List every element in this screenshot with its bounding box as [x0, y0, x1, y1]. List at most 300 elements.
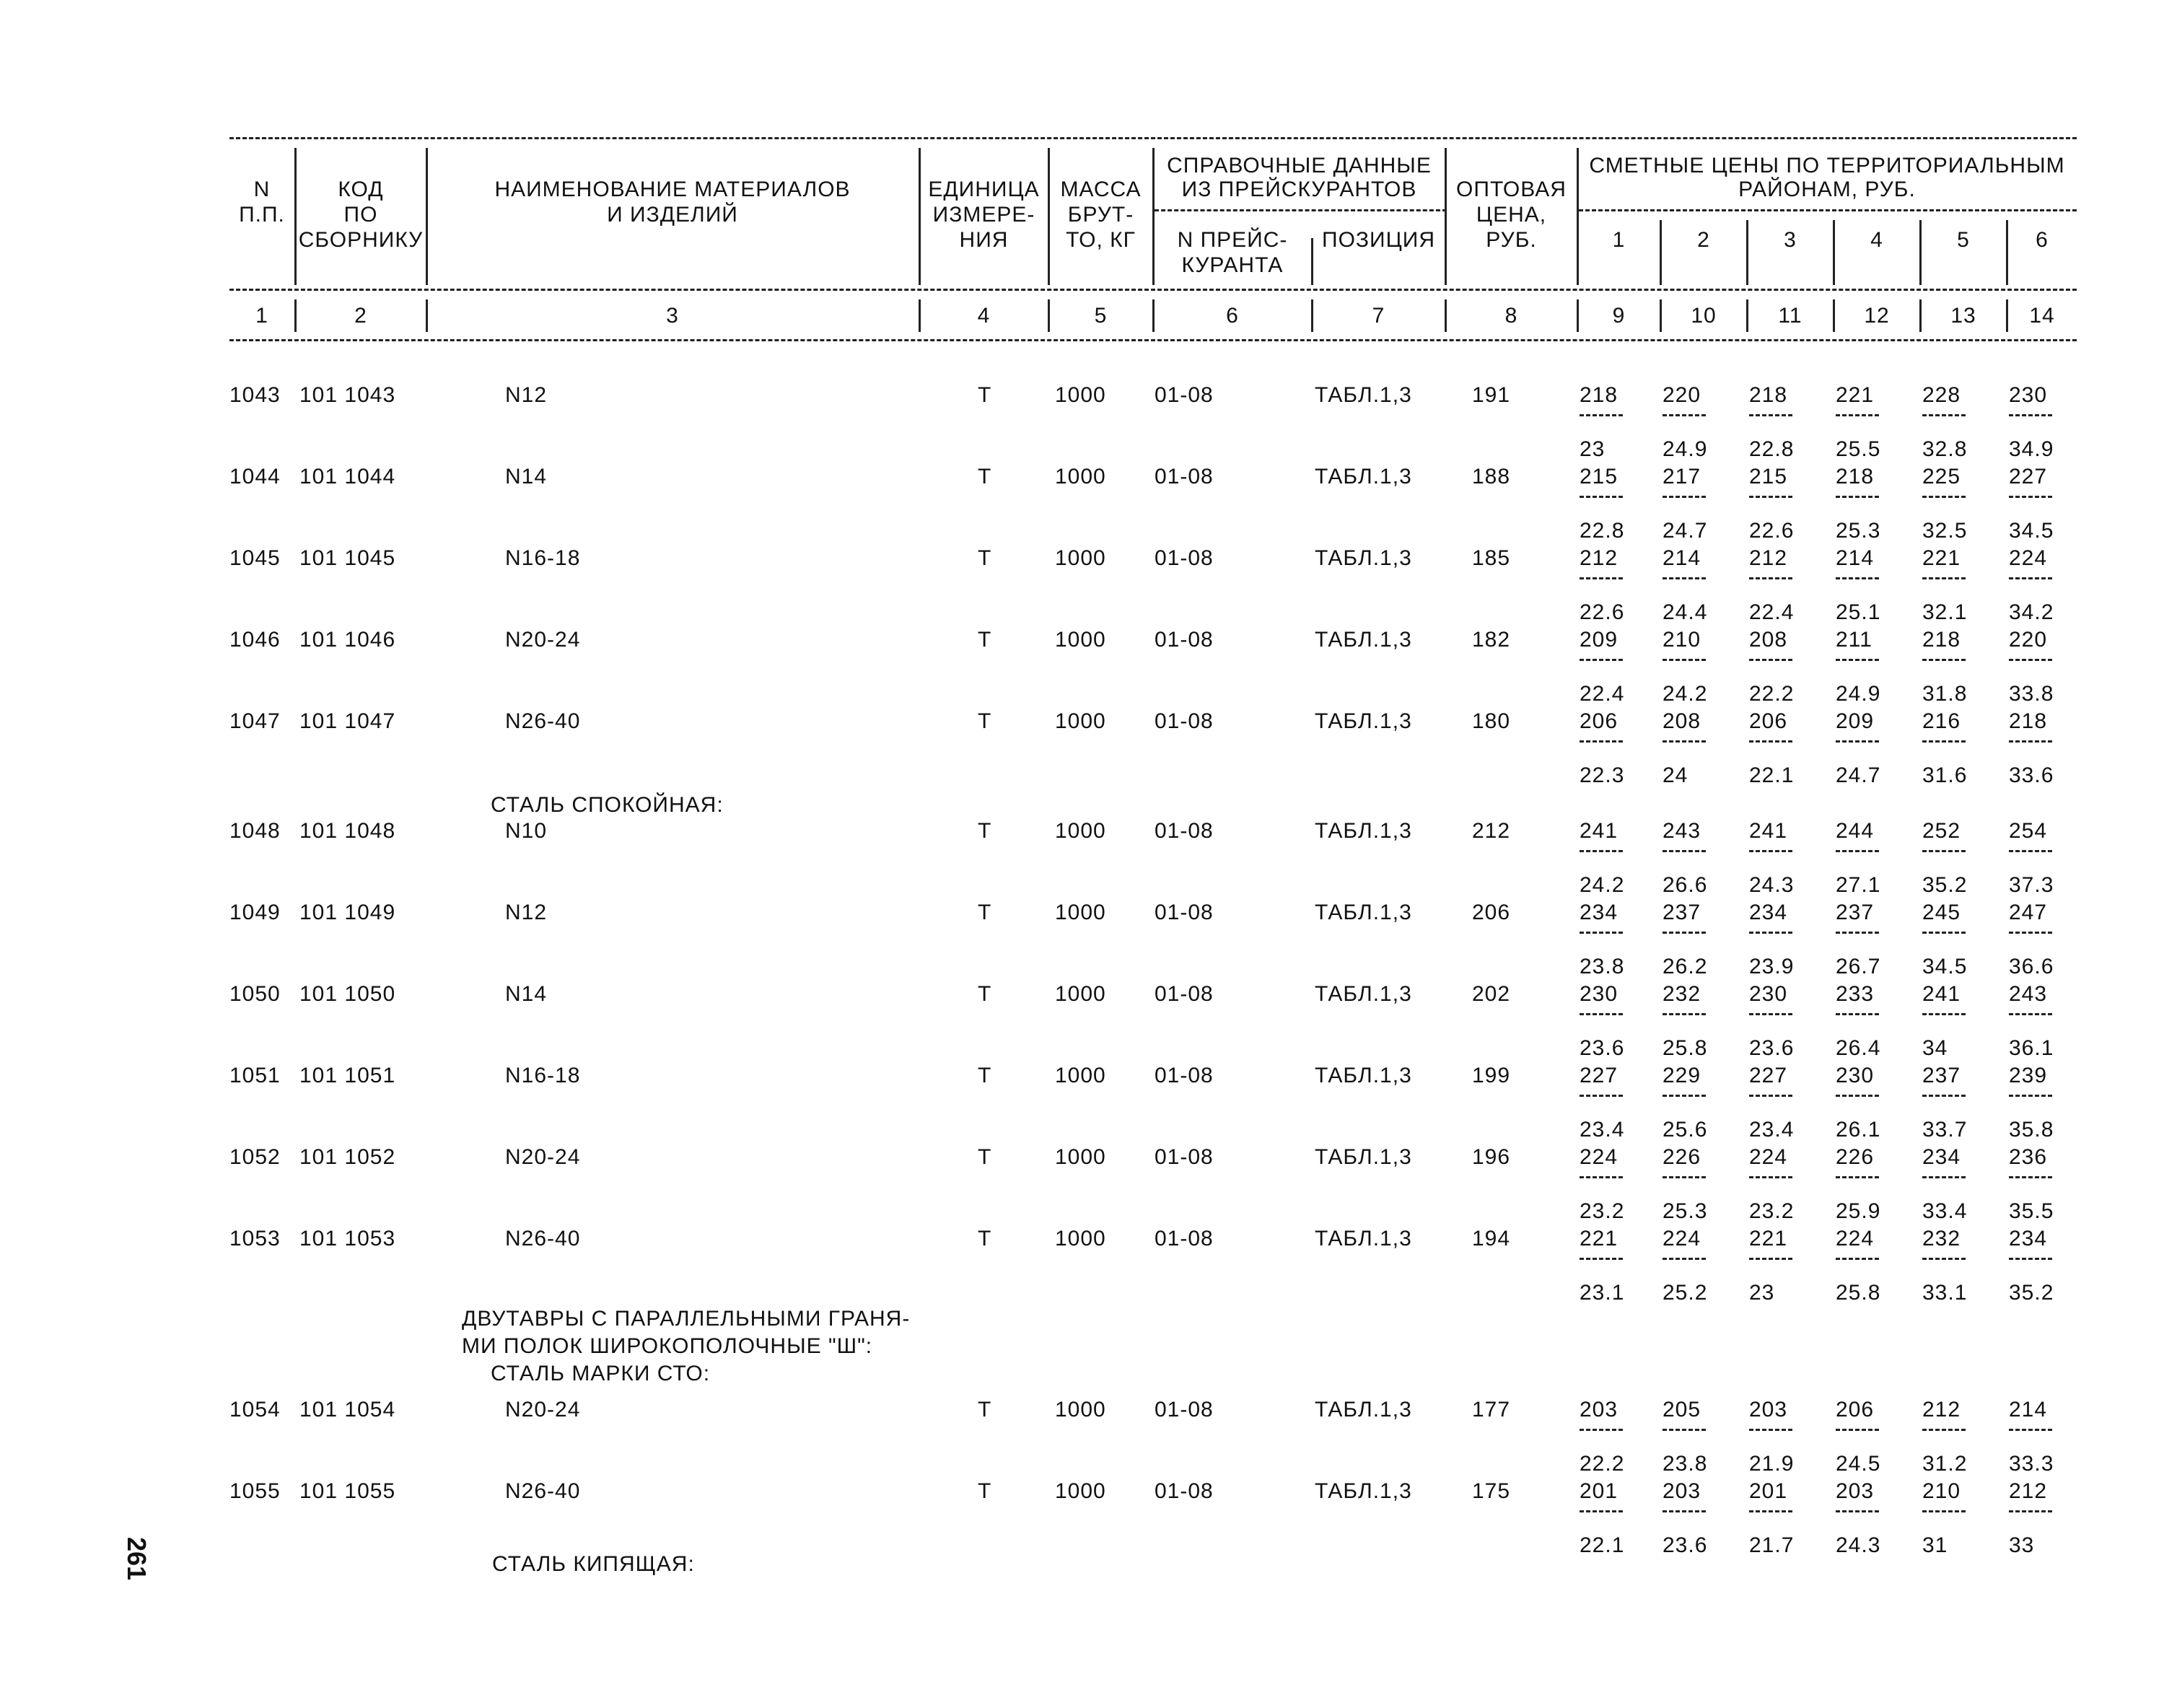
cell-code: 101 1055	[299, 1479, 396, 1503]
cell-region-transport: 25.5	[1836, 437, 1881, 461]
header-unit-line3: НИЯ	[959, 228, 1009, 252]
cell-region-price: 211	[1836, 628, 1872, 652]
section-ibeam-line3: СТАЛЬ МАРКИ СТО:	[491, 1362, 711, 1385]
cell-price: 185	[1472, 546, 1511, 570]
colnum-11: 11	[1778, 304, 1803, 328]
cell-region-transport: 33.3	[2009, 1452, 2054, 1476]
header-ref-title-line1: СПРАВОЧНЫЕ ДАННЫЕ	[1167, 154, 1432, 178]
cell-region-transport: 24.2	[1663, 682, 1708, 706]
fraction-bar	[1836, 414, 1879, 416]
cell-region-price: 210	[1922, 1479, 1961, 1503]
header-name-line1: НАИМЕНОВАНИЕ МАТЕРИАЛОВ	[494, 178, 851, 201]
cell-mass: 1000	[1055, 819, 1106, 843]
fraction-bar	[1922, 1510, 1966, 1512]
fraction-bar	[1580, 1095, 1623, 1097]
cell-region-price: 230	[1836, 1064, 1875, 1087]
header-region-4: 4	[1870, 228, 1883, 252]
cell-pricelist: 01-08	[1155, 1145, 1214, 1169]
fraction-bar	[1580, 1176, 1623, 1178]
header-pricelist-line1: N ПРЕЙС-	[1177, 228, 1288, 252]
cell-unit: Т	[978, 901, 992, 924]
cell-unit: Т	[978, 1479, 992, 1503]
cell-region-transport: 27.1	[1836, 873, 1881, 897]
fraction-bar	[1749, 1429, 1792, 1431]
cell-code: 101 1054	[299, 1398, 396, 1422]
cell-n: 1048	[229, 819, 281, 843]
header-wholesale-line2: ЦЕНА,	[1476, 203, 1547, 227]
fraction-bar	[1749, 932, 1792, 934]
colnum-5: 5	[1094, 304, 1108, 328]
cell-region-transport: 21.7	[1749, 1533, 1795, 1557]
section-ibeam-line2: МИ ПОЛОК ШИРОКОПОЛОЧНЫЕ "Ш":	[462, 1334, 873, 1358]
cell-region-price: 210	[1663, 628, 1701, 652]
ref-sub-rule	[1155, 209, 1447, 211]
fraction-bar	[1580, 850, 1623, 852]
cell-region-transport: 25.1	[1836, 600, 1881, 624]
cell-region-transport: 31.6	[1922, 763, 1968, 787]
cell-region-price: 224	[2009, 546, 2048, 570]
fraction-bar	[2009, 850, 2052, 852]
cell-region-transport: 23.6	[1663, 1533, 1708, 1557]
cell-region-price: 212	[1749, 546, 1788, 570]
cell-region-transport: 22.2	[1749, 682, 1795, 706]
fraction-bar	[1836, 1258, 1879, 1260]
cell-region-transport: 22.4	[1580, 682, 1625, 706]
cell-region-transport: 33.4	[1922, 1199, 1968, 1223]
cell-region-price: 232	[1922, 1227, 1961, 1251]
cell-region-price: 220	[1663, 383, 1701, 407]
cell-price: 202	[1472, 982, 1511, 1006]
cell-price: 196	[1472, 1145, 1511, 1169]
cell-region-transport: 33.6	[2009, 763, 2054, 787]
cell-region-transport: 24.5	[1836, 1452, 1881, 1476]
cell-region-price: 228	[1922, 383, 1961, 407]
fraction-bar	[1663, 1013, 1706, 1015]
fraction-bar	[2009, 496, 2052, 498]
header-position: ПОЗИЦИЯ	[1322, 228, 1435, 252]
header-n-line2: П.П.	[239, 203, 285, 227]
cell-n: 1052	[229, 1145, 281, 1169]
cell-mass: 1000	[1055, 628, 1106, 652]
cell-region-price: 227	[1749, 1064, 1788, 1087]
cell-region-price: 226	[1836, 1145, 1875, 1169]
cell-region-transport: 23.6	[1580, 1036, 1625, 1060]
fraction-bar	[2009, 1258, 2052, 1260]
cell-region-price: 254	[2009, 819, 2048, 843]
cell-region-transport: 26.1	[1836, 1118, 1881, 1142]
header-wholesale-line3: РУБ.	[1486, 228, 1537, 252]
cell-pricelist: 01-08	[1155, 383, 1214, 407]
cell-region-transport: 33.7	[1922, 1118, 1968, 1142]
cell-region-price: 203	[1836, 1479, 1875, 1503]
fraction-bar	[1749, 496, 1792, 498]
cell-region-transport: 22.2	[1580, 1452, 1625, 1476]
cell-region-price: 221	[1580, 1227, 1618, 1251]
header-n-line1: N	[253, 178, 271, 201]
cell-region-transport: 24.9	[1663, 437, 1708, 461]
cell-region-price: 243	[2009, 982, 2048, 1006]
fraction-bar	[1922, 850, 1966, 852]
cell-n: 1046	[229, 628, 281, 652]
header-region-3: 3	[1784, 228, 1797, 252]
cell-region-price: 241	[1749, 819, 1788, 843]
colnum-4: 4	[977, 304, 991, 328]
fraction-bar	[1749, 1258, 1792, 1260]
cell-region-transport: 35.8	[2009, 1118, 2054, 1142]
cell-unit: Т	[978, 982, 992, 1006]
cell-pricelist: 01-08	[1155, 1479, 1214, 1503]
cell-region-transport: 23.6	[1749, 1036, 1795, 1060]
cell-price: 191	[1472, 383, 1511, 407]
fraction-bar	[1663, 740, 1706, 743]
cell-region-transport: 22.1	[1749, 763, 1795, 787]
cell-region-price: 218	[1580, 383, 1618, 407]
cell-region-transport: 22.4	[1749, 600, 1795, 624]
colnum-13: 13	[1950, 304, 1976, 328]
cell-name: N26-40	[505, 1479, 581, 1503]
colnum-7: 7	[1372, 304, 1385, 328]
cell-region-transport: 23.4	[1580, 1118, 1625, 1142]
cell-name: N16-18	[505, 1064, 581, 1087]
fraction-bar	[1836, 932, 1879, 934]
cell-region-transport: 23.1	[1580, 1281, 1625, 1305]
cell-region-transport: 34.9	[2009, 437, 2054, 461]
cell-code: 101 1045	[299, 546, 396, 570]
colnum-6: 6	[1226, 304, 1239, 328]
cell-pricelist: 01-08	[1155, 546, 1214, 570]
cell-name: N26-40	[505, 709, 581, 733]
cell-code: 101 1051	[299, 1064, 396, 1087]
cell-region-price: 227	[1580, 1064, 1618, 1087]
cell-position: ТАБЛ.1,3	[1315, 628, 1412, 652]
cell-unit: Т	[978, 1398, 992, 1422]
cell-position: ТАБЛ.1,3	[1315, 1227, 1412, 1251]
cell-n: 1047	[229, 709, 281, 733]
fraction-bar	[1663, 496, 1706, 498]
cell-region-price: 234	[1580, 901, 1618, 924]
fraction-bar	[1663, 659, 1706, 661]
cell-price: 206	[1472, 901, 1511, 924]
header-estimate-line1: СМЕТНЫЕ ЦЕНЫ ПО ТЕРРИТОРИАЛЬНЫМ	[1589, 154, 2065, 178]
cell-mass: 1000	[1055, 546, 1106, 570]
cell-pricelist: 01-08	[1155, 819, 1214, 843]
cell-region-price: 229	[1663, 1064, 1701, 1087]
header-mass-line2: БРУТ-	[1067, 203, 1134, 227]
fraction-bar	[1922, 740, 1966, 743]
cell-n: 1054	[229, 1398, 281, 1422]
cell-mass: 1000	[1055, 1064, 1106, 1087]
fraction-bar	[1922, 414, 1966, 416]
fraction-bar	[1922, 1176, 1966, 1178]
cell-region-transport: 32.8	[1922, 437, 1968, 461]
page-number: 261	[122, 1537, 152, 1581]
cell-region-price: 201	[1749, 1479, 1788, 1503]
cell-region-price: 205	[1663, 1398, 1701, 1422]
fraction-bar	[1663, 577, 1706, 579]
cell-region-price: 227	[2009, 465, 2048, 489]
cell-name: N14	[505, 465, 548, 489]
cell-name: N12	[505, 383, 548, 407]
cell-name: N10	[505, 819, 548, 843]
fraction-bar	[2009, 1176, 2052, 1178]
fraction-bar	[1580, 740, 1623, 743]
header-bottom-rule	[229, 339, 2077, 341]
cell-region-transport: 33.1	[1922, 1281, 1968, 1305]
cell-region-price: 215	[1749, 465, 1788, 489]
cell-unit: Т	[978, 819, 992, 843]
header-code-line2: ПО	[343, 203, 378, 227]
cell-region-transport: 36.6	[2009, 955, 2054, 978]
cell-unit: Т	[978, 709, 992, 733]
cell-pricelist: 01-08	[1155, 1398, 1214, 1422]
cell-region-price: 224	[1580, 1145, 1618, 1169]
cell-n: 1053	[229, 1227, 281, 1251]
cell-code: 101 1047	[299, 709, 396, 733]
fraction-bar	[1922, 496, 1966, 498]
cell-region-price: 212	[1580, 546, 1618, 570]
fraction-bar	[2009, 1095, 2052, 1097]
cell-unit: Т	[978, 465, 992, 489]
cell-pricelist: 01-08	[1155, 982, 1214, 1006]
cell-region-price: 218	[2009, 709, 2048, 733]
cell-region-price: 206	[1580, 709, 1618, 733]
fraction-bar	[1836, 740, 1879, 743]
cell-pricelist: 01-08	[1155, 628, 1214, 652]
cell-region-transport: 22.8	[1749, 437, 1795, 461]
cell-region-price: 239	[2009, 1064, 2048, 1087]
cell-region-transport: 26.7	[1836, 955, 1881, 978]
header-code-line3: СБОРНИКУ	[298, 228, 424, 252]
cell-region-transport: 23	[1580, 437, 1606, 461]
cell-n: 1044	[229, 465, 281, 489]
cell-region-price: 224	[1663, 1227, 1701, 1251]
cell-unit: Т	[978, 546, 992, 570]
fraction-bar	[1836, 1013, 1879, 1015]
cell-position: ТАБЛ.1,3	[1315, 1398, 1412, 1422]
cell-region-transport: 34.5	[2009, 519, 2054, 543]
fraction-bar	[1663, 1429, 1706, 1431]
cell-price: 177	[1472, 1398, 1511, 1422]
cell-price: 182	[1472, 628, 1511, 652]
cell-region-transport: 26.2	[1663, 955, 1708, 978]
cell-region-price: 203	[1580, 1398, 1618, 1422]
cell-region-transport: 23	[1749, 1281, 1775, 1305]
cell-region-price: 234	[2009, 1227, 2048, 1251]
fraction-bar	[1749, 1013, 1792, 1015]
cell-region-transport: 24.3	[1749, 873, 1795, 897]
cell-code: 101 1046	[299, 628, 396, 652]
fraction-bar	[1922, 1258, 1966, 1260]
fraction-bar	[1922, 1095, 1966, 1097]
cell-region-price: 243	[1663, 819, 1701, 843]
cell-region-transport: 24	[1663, 763, 1688, 787]
cell-region-transport: 22.3	[1580, 763, 1625, 787]
cell-region-price: 206	[1749, 709, 1788, 733]
cell-price: 175	[1472, 1479, 1511, 1503]
cell-position: ТАБЛ.1,3	[1315, 709, 1412, 733]
cell-region-price: 214	[2009, 1398, 2048, 1422]
cell-region-price: 221	[1836, 383, 1875, 407]
cell-price: 199	[1472, 1064, 1511, 1087]
cell-region-price: 226	[1663, 1145, 1701, 1169]
fraction-bar	[1580, 414, 1623, 416]
estimate-sub-rule	[1579, 209, 2077, 211]
fraction-bar	[2009, 932, 2052, 934]
cell-pricelist: 01-08	[1155, 465, 1214, 489]
cell-region-transport: 24.4	[1663, 600, 1708, 624]
cell-unit: Т	[978, 1227, 992, 1251]
cell-code: 101 1044	[299, 465, 396, 489]
section-boiling-steel: СТАЛЬ КИПЯЩАЯ:	[492, 1552, 695, 1576]
cell-name: N20-24	[505, 628, 581, 652]
cell-pricelist: 01-08	[1155, 1064, 1214, 1087]
cell-region-transport: 22.6	[1749, 519, 1795, 543]
cell-unit: Т	[978, 628, 992, 652]
cell-region-transport: 22.6	[1580, 600, 1625, 624]
cell-region-transport: 23.8	[1663, 1452, 1708, 1476]
cell-region-transport: 31	[1922, 1533, 1948, 1557]
header-unit-line1: ЕДИНИЦА	[928, 178, 1040, 201]
fraction-bar	[1922, 659, 1966, 661]
cell-region-transport: 31.2	[1922, 1452, 1968, 1476]
cell-region-price: 247	[2009, 901, 2048, 924]
cell-region-price: 203	[1749, 1398, 1788, 1422]
fraction-bar	[1836, 1095, 1879, 1097]
cell-region-transport: 24.7	[1663, 519, 1708, 543]
cell-price: 212	[1472, 819, 1511, 843]
cell-code: 101 1049	[299, 901, 396, 924]
cell-region-transport: 36.1	[2009, 1036, 2054, 1060]
cell-name: N12	[505, 901, 548, 924]
cell-region-price: 217	[1663, 465, 1701, 489]
cell-mass: 1000	[1055, 901, 1106, 924]
fraction-bar	[1663, 1176, 1706, 1178]
cell-region-transport: 26.6	[1663, 873, 1708, 897]
cell-region-price: 230	[1580, 982, 1618, 1006]
cell-region-transport: 26.4	[1836, 1036, 1881, 1060]
cell-position: ТАБЛ.1,3	[1315, 1479, 1412, 1503]
cell-pricelist: 01-08	[1155, 901, 1214, 924]
cell-region-price: 206	[1836, 1398, 1875, 1422]
cell-price: 188	[1472, 465, 1511, 489]
header-unit-line2: ИЗМЕРЕ-	[932, 203, 1035, 227]
cell-mass: 1000	[1055, 982, 1106, 1006]
colnum-10: 10	[1691, 304, 1717, 328]
cell-mass: 1000	[1055, 1145, 1106, 1169]
cell-region-price: 241	[1922, 982, 1961, 1006]
cell-code: 101 1053	[299, 1227, 396, 1251]
cell-region-transport: 23.9	[1749, 955, 1795, 978]
cell-position: ТАБЛ.1,3	[1315, 383, 1412, 407]
cell-region-price: 225	[1922, 465, 1961, 489]
cell-region-price: 224	[1836, 1227, 1875, 1251]
fraction-bar	[1922, 1429, 1966, 1431]
cell-n: 1049	[229, 901, 281, 924]
cell-region-price: 203	[1663, 1479, 1701, 1503]
cell-position: ТАБЛ.1,3	[1315, 1145, 1412, 1169]
cell-region-price: 237	[1922, 1064, 1961, 1087]
cell-region-transport: 33.8	[2009, 682, 2054, 706]
cell-region-price: 209	[1836, 709, 1875, 733]
cell-region-price: 245	[1922, 901, 1961, 924]
cell-region-price: 241	[1580, 819, 1618, 843]
cell-position: ТАБЛ.1,3	[1315, 819, 1412, 843]
cell-mass: 1000	[1055, 1479, 1106, 1503]
cell-region-transport: 34	[1922, 1036, 1948, 1060]
fraction-bar	[1580, 1013, 1623, 1015]
cell-region-transport: 35.2	[1922, 873, 1968, 897]
cell-n: 1045	[229, 546, 281, 570]
cell-region-price: 218	[1749, 383, 1788, 407]
header-mid-rule	[229, 289, 2077, 291]
header-region-6: 6	[2036, 228, 2049, 252]
header-top-rule	[229, 137, 2077, 139]
cell-region-transport: 24.9	[1836, 682, 1881, 706]
fraction-bar	[1749, 850, 1792, 852]
cell-position: ТАБЛ.1,3	[1315, 982, 1412, 1006]
fraction-bar	[1663, 932, 1706, 934]
cell-region-transport: 25.2	[1663, 1281, 1708, 1305]
fraction-bar	[2009, 1510, 2052, 1512]
cell-region-price: 220	[2009, 628, 2048, 652]
cell-region-price: 212	[2009, 1479, 2048, 1503]
cell-region-price: 214	[1663, 546, 1701, 570]
fraction-bar	[1836, 577, 1879, 579]
cell-region-transport: 24.2	[1580, 873, 1625, 897]
fraction-bar	[1749, 414, 1792, 416]
cell-mass: 1000	[1055, 1227, 1106, 1251]
cell-position: ТАБЛ.1,3	[1315, 901, 1412, 924]
cell-region-price: 221	[1922, 546, 1961, 570]
cell-region-transport: 25.9	[1836, 1199, 1881, 1223]
cell-mass: 1000	[1055, 709, 1106, 733]
cell-code: 101 1052	[299, 1145, 396, 1169]
cell-region-price: 233	[1836, 982, 1875, 1006]
cell-region-transport: 21.9	[1749, 1452, 1795, 1476]
cell-region-transport: 31.8	[1922, 682, 1968, 706]
cell-region-transport: 25.6	[1663, 1118, 1708, 1142]
cell-name: N14	[505, 982, 548, 1006]
colnum-3: 3	[666, 304, 679, 328]
header-region-5: 5	[1957, 228, 1970, 252]
cell-region-price: 234	[1749, 901, 1788, 924]
fraction-bar	[1749, 1095, 1792, 1097]
fraction-bar	[1663, 850, 1706, 852]
cell-region-price: 208	[1749, 628, 1788, 652]
cell-region-price: 214	[1836, 546, 1875, 570]
fraction-bar	[1580, 1510, 1623, 1512]
fraction-bar	[1922, 932, 1966, 934]
cell-region-transport: 37.3	[2009, 873, 2054, 897]
fraction-bar	[1836, 496, 1879, 498]
cell-region-transport: 23.2	[1749, 1199, 1795, 1223]
fraction-bar	[1836, 1176, 1879, 1178]
cell-region-price: 218	[1836, 465, 1875, 489]
cell-position: ТАБЛ.1,3	[1315, 1064, 1412, 1087]
header-code-line1: КОД	[338, 178, 384, 201]
fraction-bar	[1836, 850, 1879, 852]
fraction-bar	[2009, 659, 2052, 661]
header-wholesale-line1: ОПТОВАЯ	[1456, 178, 1567, 201]
cell-region-price: 212	[1922, 1398, 1961, 1422]
cell-region-transport: 32.1	[1922, 600, 1968, 624]
fraction-bar	[1663, 414, 1706, 416]
cell-region-price: 209	[1580, 628, 1618, 652]
fraction-bar	[1836, 1429, 1879, 1431]
cell-n: 1051	[229, 1064, 281, 1087]
cell-mass: 1000	[1055, 383, 1106, 407]
cell-n: 1055	[229, 1479, 281, 1503]
